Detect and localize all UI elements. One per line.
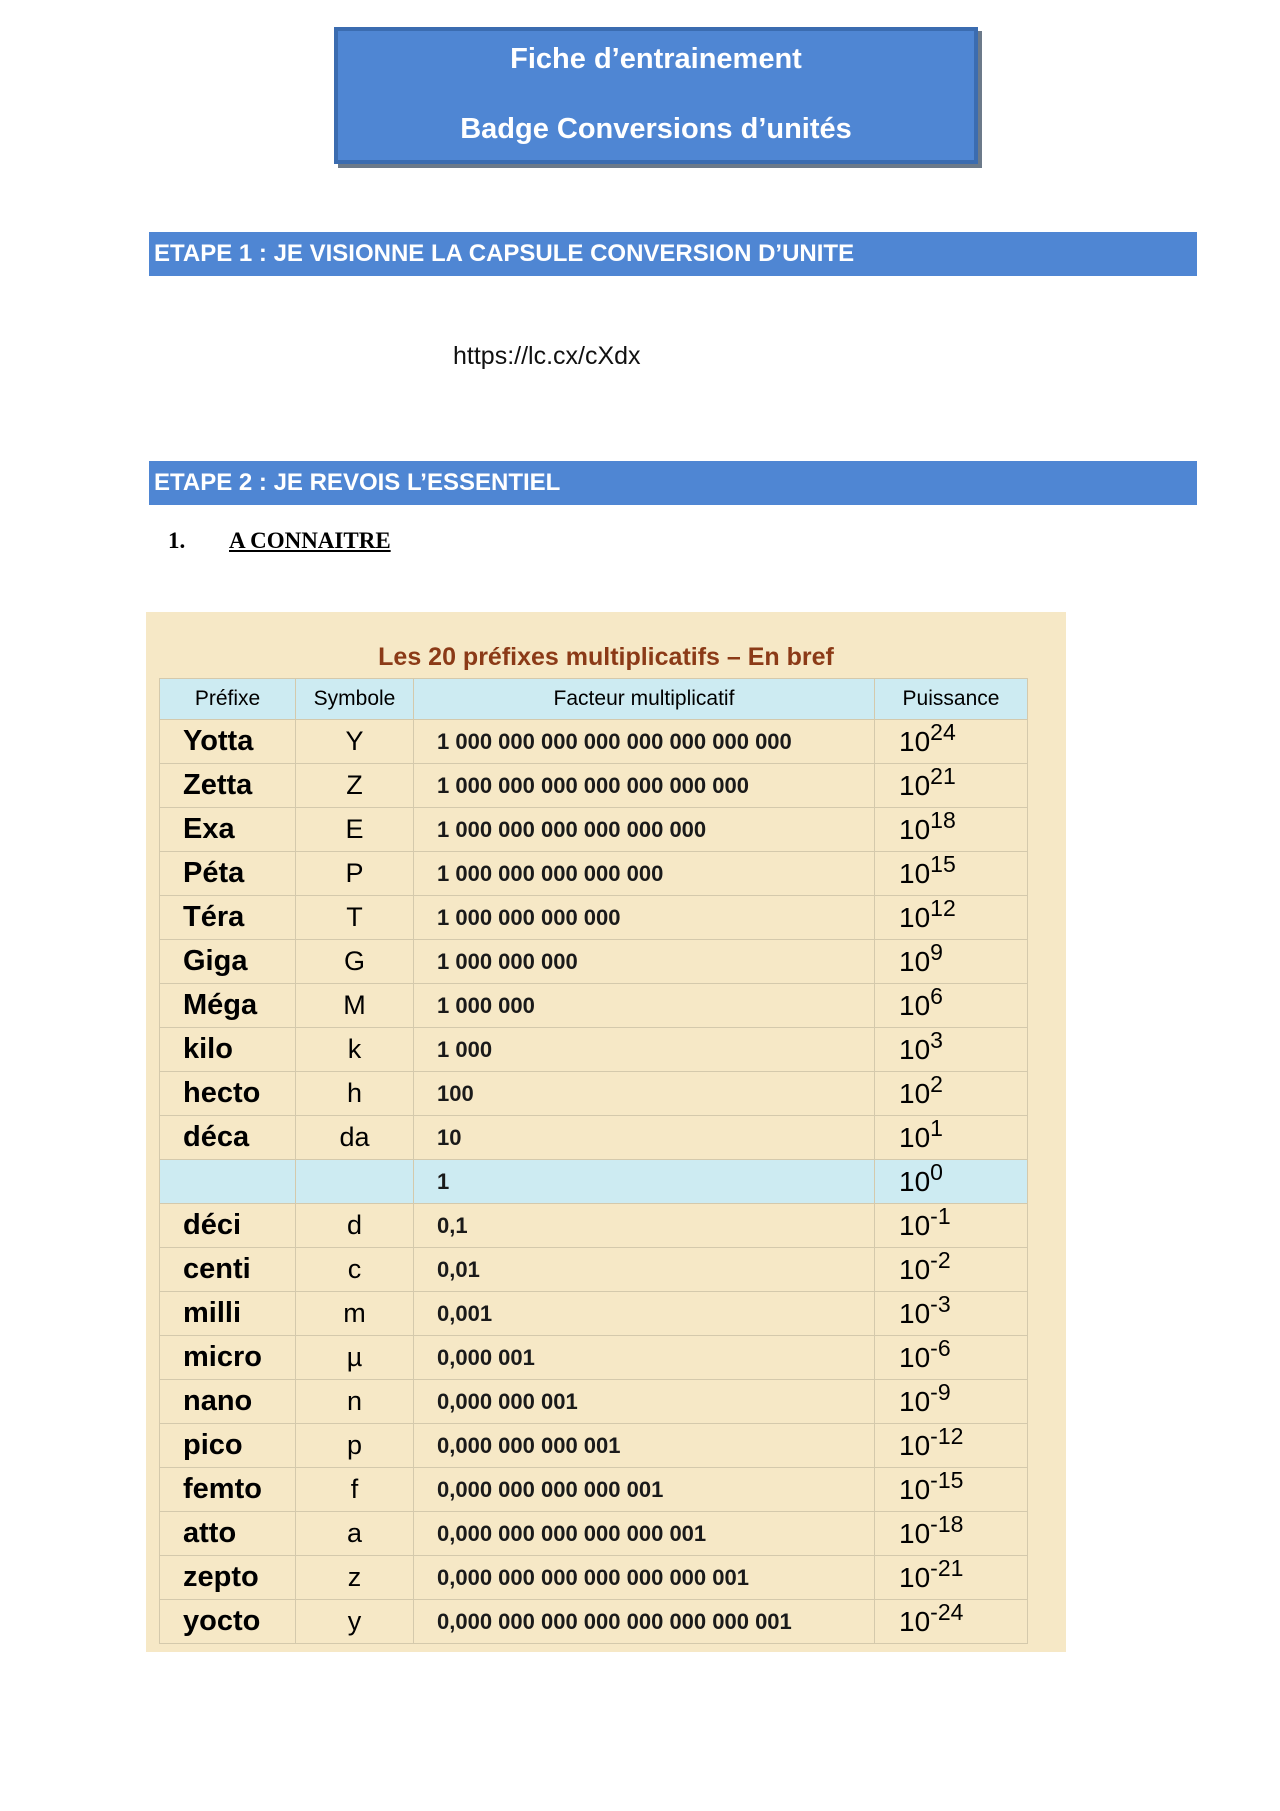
table-row (160, 940, 1028, 984)
power-exponent: 9 (930, 939, 943, 965)
table-row (160, 1160, 1028, 1204)
section-number: 1. (168, 528, 186, 553)
multiplier-factor: 0,01 (414, 1248, 875, 1292)
prefix-name: atto (160, 1512, 296, 1556)
power-exponent: -2 (930, 1247, 951, 1273)
prefix-symbol (296, 1160, 414, 1204)
prefix-name: Yotta (160, 720, 296, 764)
table-row (160, 1028, 1028, 1072)
table-row (160, 1468, 1028, 1512)
prefix-symbol: k (296, 1028, 414, 1072)
power-exponent: 0 (930, 1159, 943, 1185)
prefix-name: déci (160, 1204, 296, 1248)
multiplier-factor: 1 000 000 (414, 984, 875, 1028)
multiplier-factor: 1 000 (414, 1028, 875, 1072)
power-base: 10 (899, 1561, 931, 1593)
table-row (160, 720, 1028, 764)
power-of-ten (875, 1028, 1028, 1072)
power-of-ten (875, 1380, 1028, 1424)
power-of-ten (875, 1424, 1028, 1468)
multiplier-factor: 10 (414, 1116, 875, 1160)
table-row (160, 896, 1028, 940)
power-of-ten (875, 1248, 1028, 1292)
multiplier-factor: 0,1 (414, 1204, 875, 1248)
prefix-symbol: E (296, 808, 414, 852)
title-box (334, 27, 978, 164)
multiplier-factor: 1 000 000 000 000 000 000 (414, 808, 875, 852)
power-base: 10 (899, 725, 931, 757)
power-base: 10 (899, 989, 931, 1021)
power-exponent: -1 (930, 1203, 951, 1229)
column-header: Facteur multiplicatif (414, 679, 875, 720)
title-line-1: Fiche d’entrainement (510, 43, 802, 75)
prefix-symbol: da (296, 1116, 414, 1160)
power-of-ten (875, 1116, 1028, 1160)
power-of-ten (875, 1336, 1028, 1380)
power-base: 10 (899, 769, 931, 801)
prefix-symbol: c (296, 1248, 414, 1292)
section-heading (168, 528, 391, 554)
prefix-table (159, 678, 1028, 1644)
power-exponent: 1 (930, 1115, 943, 1141)
prefix-symbol: h (296, 1072, 414, 1116)
power-base: 10 (899, 1605, 931, 1637)
power-of-ten (875, 1292, 1028, 1336)
multiplier-factor: 100 (414, 1072, 875, 1116)
multiplier-factor: 1 000 000 000 000 000 000 000 000 (414, 720, 875, 764)
prefix-name (160, 1160, 296, 1204)
multiplier-factor: 1 000 000 000 000 000 (414, 852, 875, 896)
power-of-ten (875, 808, 1028, 852)
power-exponent: -12 (930, 1423, 964, 1449)
prefix-symbol: n (296, 1380, 414, 1424)
power-of-ten (875, 1072, 1028, 1116)
prefix-symbol: d (296, 1204, 414, 1248)
column-header: Puissance (875, 679, 1028, 720)
table-row (160, 984, 1028, 1028)
prefix-name: Téra (160, 896, 296, 940)
power-of-ten (875, 720, 1028, 764)
prefix-symbol: µ (296, 1336, 414, 1380)
prefix-symbol: m (296, 1292, 414, 1336)
multiplier-factor: 1 000 000 000 000 (414, 896, 875, 940)
power-base: 10 (899, 945, 931, 977)
prefix-name: milli (160, 1292, 296, 1336)
prefix-name: yocto (160, 1600, 296, 1644)
power-of-ten (875, 1468, 1028, 1512)
prefix-name: nano (160, 1380, 296, 1424)
prefix-name: Péta (160, 852, 296, 896)
power-base: 10 (899, 1429, 931, 1461)
step1-heading: ETAPE 1 : JE VISIONNE LA CAPSULE CONVERSION D’UNITE (149, 232, 1197, 276)
prefix-symbol: Y (296, 720, 414, 764)
prefix-name: Giga (160, 940, 296, 984)
power-base: 10 (899, 1473, 931, 1505)
prefix-name: centi (160, 1248, 296, 1292)
power-of-ten (875, 1204, 1028, 1248)
prefix-name: micro (160, 1336, 296, 1380)
power-base: 10 (899, 1297, 931, 1329)
power-exponent: 18 (930, 807, 956, 833)
power-exponent: 12 (930, 895, 956, 921)
section-title: A CONNAITRE (229, 528, 391, 553)
table-row (160, 1556, 1028, 1600)
column-header: Symbole (296, 679, 414, 720)
power-exponent: -21 (930, 1555, 964, 1581)
power-of-ten (875, 1160, 1028, 1204)
table-row (160, 1248, 1028, 1292)
multiplier-factor: 1 (414, 1160, 875, 1204)
power-exponent: -15 (930, 1467, 964, 1493)
table-row (160, 1336, 1028, 1380)
power-exponent: 21 (930, 763, 956, 789)
prefix-name: zepto (160, 1556, 296, 1600)
table-row (160, 1512, 1028, 1556)
power-base: 10 (899, 1121, 931, 1153)
prefix-symbol: a (296, 1512, 414, 1556)
table-row (160, 764, 1028, 808)
power-exponent: -24 (930, 1599, 964, 1625)
title-line-2: Badge Conversions d’unités (460, 113, 852, 145)
table-row (160, 1600, 1028, 1644)
multiplier-factor: 1 000 000 000 (414, 940, 875, 984)
power-base: 10 (899, 1033, 931, 1065)
power-exponent: -9 (930, 1379, 951, 1405)
prefix-symbol: p (296, 1424, 414, 1468)
power-exponent: 3 (930, 1027, 943, 1053)
power-of-ten (875, 1512, 1028, 1556)
multiplier-factor: 0,000 000 000 000 000 000 000 001 (414, 1600, 875, 1644)
power-base: 10 (899, 901, 931, 933)
power-exponent: 15 (930, 851, 956, 877)
multiplier-factor: 0,000 000 000 000 001 (414, 1468, 875, 1512)
prefix-symbol: f (296, 1468, 414, 1512)
power-of-ten (875, 1600, 1028, 1644)
column-header: Préfixe (160, 679, 296, 720)
prefix-name: femto (160, 1468, 296, 1512)
prefix-name: hecto (160, 1072, 296, 1116)
power-base: 10 (899, 1165, 931, 1197)
power-of-ten (875, 940, 1028, 984)
table-row (160, 852, 1028, 896)
capsule-link[interactable]: https://lc.cx/cXdx (453, 342, 641, 370)
table-row (160, 1380, 1028, 1424)
multiplier-factor: 1 000 000 000 000 000 000 000 (414, 764, 875, 808)
multiplier-factor: 0,000 000 001 (414, 1380, 875, 1424)
table-row (160, 808, 1028, 852)
multiplier-factor: 0,000 000 000 000 000 001 (414, 1512, 875, 1556)
power-of-ten (875, 984, 1028, 1028)
power-exponent: 6 (930, 983, 943, 1009)
prefix-name: déca (160, 1116, 296, 1160)
table-row (160, 1116, 1028, 1160)
prefix-symbol: y (296, 1600, 414, 1644)
prefix-symbol: Z (296, 764, 414, 808)
prefix-name: Méga (160, 984, 296, 1028)
power-of-ten (875, 896, 1028, 940)
prefix-name: Exa (160, 808, 296, 852)
multiplier-factor: 0,001 (414, 1292, 875, 1336)
multiplier-factor: 0,000 001 (414, 1336, 875, 1380)
power-base: 10 (899, 1341, 931, 1373)
table-row (160, 1424, 1028, 1468)
table-row (160, 1292, 1028, 1336)
power-base: 10 (899, 1209, 931, 1241)
table-row (160, 1072, 1028, 1116)
prefix-symbol: G (296, 940, 414, 984)
power-base: 10 (899, 1517, 931, 1549)
power-of-ten (875, 1556, 1028, 1600)
prefix-name: kilo (160, 1028, 296, 1072)
power-of-ten (875, 764, 1028, 808)
power-base: 10 (899, 813, 931, 845)
prefix-symbol: T (296, 896, 414, 940)
power-exponent: -3 (930, 1291, 951, 1317)
power-base: 10 (899, 1077, 931, 1109)
power-base: 10 (899, 1385, 931, 1417)
multiplier-factor: 0,000 000 000 000 000 000 001 (414, 1556, 875, 1600)
power-base: 10 (899, 857, 931, 889)
power-exponent: 24 (930, 719, 956, 745)
power-of-ten (875, 852, 1028, 896)
prefix-table-header-row (160, 679, 1028, 720)
step2-heading: ETAPE 2 : JE REVOIS L’ESSENTIEL (149, 461, 1197, 505)
power-exponent: 2 (930, 1071, 943, 1097)
prefix-name: pico (160, 1424, 296, 1468)
prefix-symbol: M (296, 984, 414, 1028)
power-base: 10 (899, 1253, 931, 1285)
prefix-name: Zetta (160, 764, 296, 808)
multiplier-factor: 0,000 000 000 001 (414, 1424, 875, 1468)
prefix-symbol: P (296, 852, 414, 896)
prefix-table-title: Les 20 préfixes multiplicatifs – En bref (378, 643, 834, 671)
power-exponent: -6 (930, 1335, 951, 1361)
power-exponent: -18 (930, 1511, 964, 1537)
prefix-symbol: z (296, 1556, 414, 1600)
table-row (160, 1204, 1028, 1248)
